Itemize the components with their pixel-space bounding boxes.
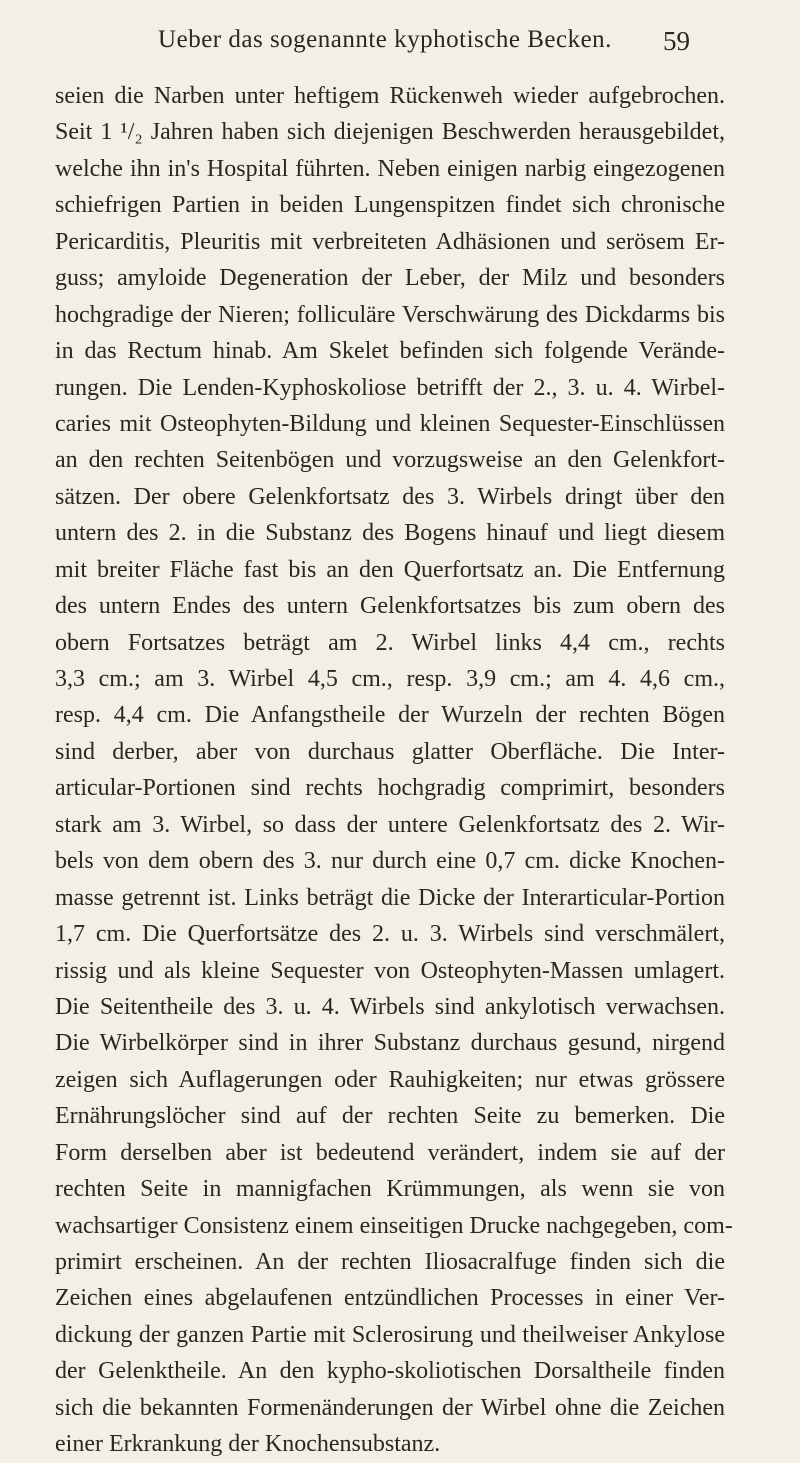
running-head (130, 26, 690, 60)
running-title: Ueber das sogenannte kyphotische Becken. (158, 26, 612, 53)
text-line: Die Wirbelkörper sind in ihrer Substanz durchaus gesund, nirgend (55, 1030, 725, 1057)
text-line: des untern Endes des untern Gelenkfortsatzes bis zum obern des (55, 593, 725, 620)
text-line-last: einer Erkrankung der Knochensubstanz. (55, 1431, 441, 1458)
text-line: 3,3 cm.; am 3. Wirbel 4,5 cm., resp. 3,9 cm.; am 4. 4,6 cm., (55, 666, 725, 692)
text-line: rechten Seite in mannigfachen Krümmungen, als wenn sie von (55, 1176, 725, 1203)
text-line: an den rechten Seitenbögen und vorzugsweise an den Gelenkfort- (55, 447, 725, 474)
text-line: sich die bekannten Formenänderungen der Wirbel ohne die Zeichen (55, 1394, 725, 1421)
text-line: der Gelenktheile. An den kypho-skoliotischen Dorsaltheile finden (55, 1358, 725, 1385)
text-line: welche ihn in's Hospital führten. Neben einigen narbig eingezogenen (55, 155, 725, 182)
text-line: Seit 1 ¹/₂ Jahren haben sich diejenigen Beschwerden herausgebildet, (55, 119, 725, 146)
text-line: articular-Portionen sind rechts hochgradig comprimirt, besonders (55, 775, 725, 802)
text-line: Pericarditis, Pleuritis mit verbreiteten Adhäsionen und serösem Er- (55, 228, 725, 255)
text-line: dickung der ganzen Partie mit Sclerosirung und theilweiser Ankylose (55, 1321, 725, 1348)
text-line: rungen. Die Lenden-Kyphoskoliose betrifft der 2., 3. u. 4. Wirbel- (55, 374, 725, 401)
text-line: sätzen. Der obere Gelenkfortsatz des 3. Wirbels dringt über den (55, 483, 725, 510)
text-line: hochgradige der Nieren; folliculäre Verschwärung des Dickdarms bis (55, 301, 725, 328)
text-line: guss; amyloide Degeneration der Leber, der Milz und besonders (55, 265, 725, 292)
text-line: obern Fortsatzes beträgt am 2. Wirbel links 4,4 cm., rechts (55, 629, 725, 656)
text-line: sind derber, aber von durchaus glatter Oberfläche. Die Inter- (55, 738, 725, 765)
text-line: caries mit Osteophyten-Bildung und kleinen Sequester-Einschlüssen (55, 410, 725, 437)
text-line: untern des 2. in die Substanz des Bogens hinauf und liegt diesem (55, 520, 725, 547)
text-line: wachsartiger Consistenz einem einseitigen Drucke nachgegeben, com- (55, 1212, 733, 1239)
text-line: schiefrigen Partien in beiden Lungenspitzen findet sich chronische (55, 192, 725, 219)
text-line: in das Rectum hinab. Am Skelet befinden sich folgende Verände- (55, 338, 725, 365)
page-number: 59 (663, 26, 690, 56)
body-text (55, 78, 733, 1463)
text-line: mit breiter Fläche fast bis an den Querfortsatz an. Die Entfernung (55, 556, 725, 583)
text-line: Zeichen eines abgelaufenen entzündlichen Processes in einer Ver- (55, 1285, 725, 1312)
text-line: 1,7 cm. Die Querfortsätze des 2. u. 3. Wirbels sind verschmälert, (55, 921, 725, 948)
text-line: rissig und als kleine Sequester von Osteophyten-Massen umlagert. (55, 957, 725, 984)
text-line: Form derselben aber ist bedeutend verändert, indem sie auf der (55, 1139, 725, 1166)
text-line: stark am 3. Wirbel, so dass der untere Gelenkfortsatz des 2. Wir- (55, 811, 725, 838)
text-line: primirt erscheinen. An der rechten Iliosacralfuge finden sich die (55, 1249, 725, 1275)
text-line: seien die Narben unter heftigem Rückenweh wieder aufgebrochen. (55, 83, 725, 109)
text-line: zeigen sich Auflagerungen oder Rauhigkeiten; nur etwas grössere (55, 1066, 725, 1093)
text-line: masse getrennt ist. Links beträgt die Dicke der Interarticular-Portion (55, 884, 725, 911)
text-line: bels von dem obern des 3. nur durch eine 0,7 cm. dicke Knochen- (55, 848, 725, 875)
text-line: Ernährungslöcher sind auf der rechten Seite zu bemerken. Die (55, 1103, 725, 1130)
text-line: Die Seitentheile des 3. u. 4. Wirbels sind ankylotisch verwachsen. (55, 993, 725, 1020)
text-line: resp. 4,4 cm. Die Anfangstheile der Wurzeln der rechten Bögen (55, 702, 725, 729)
